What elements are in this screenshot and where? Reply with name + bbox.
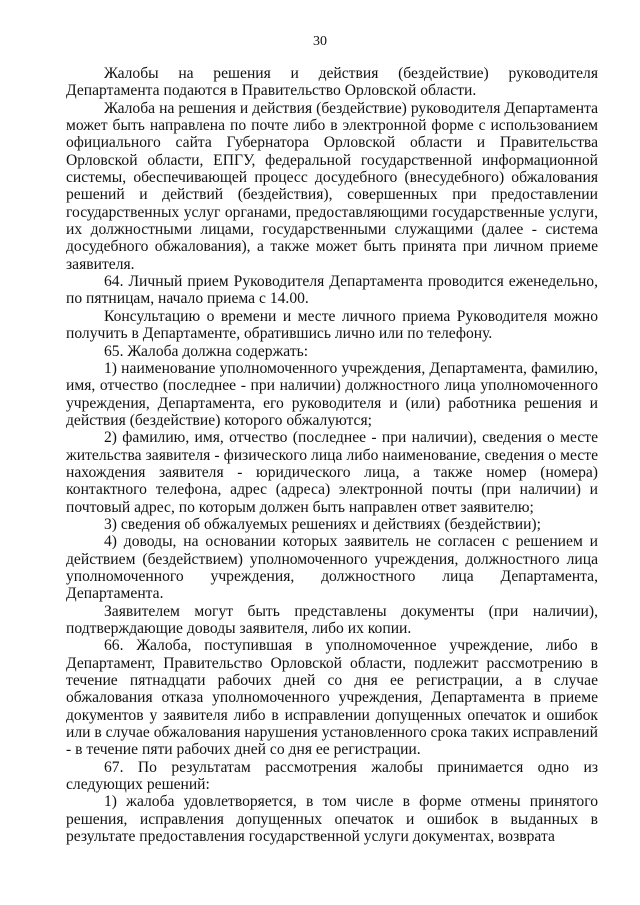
list-item-65-2: 2) фамилию, имя, отчество (последнее - при наличии), сведения о месте жительства заявителя - физического лица либо наименование, сведения о месте нахождения заявителя - юридического лица, а также номер (номера) контактного телефона, адрес (адреса) электронной почты (при наличии) и почтовый адрес, по которым должен быть направлен ответ заявителю; xyxy=(66,429,598,516)
paragraph-item-66: 66. Жалоба, поступившая в уполномоченное учреждение, либо в Департамент, Правительство Орловской области, подлежит рассмотрению в течение пятнадцати рабочих дней со дня ее регистрации, а в случае обжалования отказа уполномоченного учреждения, Департамента в приеме документов у заявителя либо в исправлении допущенных опечаток и ошибок или в случае обжалования нарушения установленного срока таких исправлений - в течение пяти рабочих дней со дня ее регистрации. xyxy=(66,637,598,759)
paragraph-item-64: 64. Личный прием Руководителя Департамента проводится еженедельно, по пятницам, начало приема с 14.00. xyxy=(66,273,598,308)
paragraph-supporting-documents: Заявителем могут быть представлены документы (при наличии), подтверждающие доводы заявителя, либо их копии. xyxy=(66,602,598,637)
list-item-67-1: 1) жалоба удовлетворяется, в том числе в форме отмены принятого решения, исправления допущенных опечаток и ошибок в выданных в результате предоставления государственной услуги документах, возврата xyxy=(66,793,598,846)
paragraph-item-65: 65. Жалоба должна содержать: xyxy=(104,342,309,360)
list-item-65-1: 1) наименование уполномоченного учреждения, Департамента, фамилию, имя, отчество (последнее - при наличии) должностного лица уполномоченного учреждения, Департамента, его руководителя и (или) работника решения и действия (бездействие) которого обжалуются; xyxy=(66,359,598,429)
document-body xyxy=(66,65,598,845)
paragraph-complaints-government: Жалобы на решения и действия (бездействие) руководителя Департамента подаются в Правительство Орловской области. xyxy=(66,65,598,100)
list-item-65-3: 3) сведения об обжалуемых решениях и действиях (бездействии); xyxy=(104,515,541,533)
paragraph-complaint-submission: Жалоба на решения и действия (бездействие) руководителя Департамента может быть направлена по почте либо в электронной форме с использованием официального сайта Губернатора Орловской области и Правительства Орловской области, ЕПГУ, федеральной государственной информационной системы, обеспечивающей процесс досудебного (внесудебного) обжалования решений и действий (бездействия), совершенных при предоставлении государственных услуг органами, предоставляющими государственные услуги, их должностными лицами, государственными служащими (далее - система досудебного обжалования), а также может быть принята при личном приеме заявителя. xyxy=(66,99,598,273)
page-number: 30 xyxy=(313,34,327,49)
list-item-65-4: 4) доводы, на основании которых заявитель не согласен с решением и действием (бездействием) уполномоченного учреждения, должностного лица уполномоченного учреждения, должностного лица Департамента, Департамента. xyxy=(66,533,598,603)
paragraph-consultation: Консультацию о времени и месте личного приема Руководителя можно получить в Департаменте, обратившись лично или по телефону. xyxy=(66,307,598,343)
paragraph-item-67: 67. По результатам рассмотрения жалобы принимается одно из следующих решений: xyxy=(66,758,598,794)
